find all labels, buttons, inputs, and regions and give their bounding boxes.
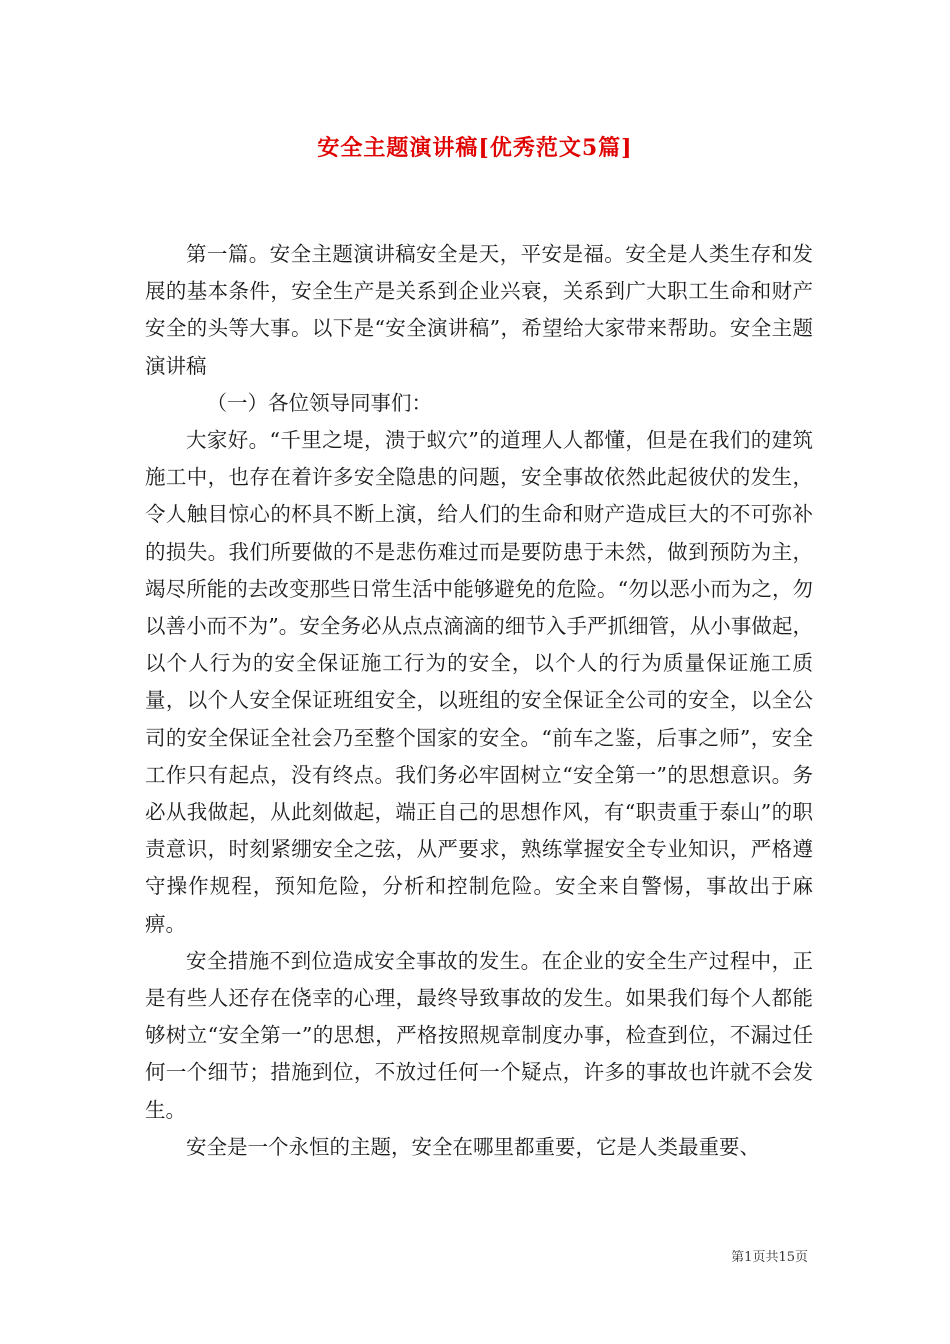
page-number-footer <box>0 1246 808 1265</box>
document-body <box>145 236 813 1166</box>
paragraph-intro: 第一篇。安全主题演讲稿安全是天，平安是福。安全是人类生存和发展的基本条件，安全生产是关系到企业兴衰，关系到广大职工生命和财产安全的头等大事。以下是“安全演讲稿”，希望给大家带来帮助。安全主题演讲稿 <box>145 242 813 378</box>
page-number-label: 第1页共15页 <box>731 1250 808 1265</box>
paragraph-salutation: （一）各位领导同事们： <box>206 390 432 415</box>
paragraph-measures: 安全措施不到位造成安全事故的发生。在企业的安全生产过程中，正是有些人还存在侥幸的心理，最终导致事故的发生。如果我们每个人都能够树立“安全第一”的思想，严格按照规章制度办事，检查到位，不漏过任何一个细节；措施到位，不放过任何一个疑点，许多的事故也许就不会发生。 <box>145 948 813 1122</box>
paragraph-eternal-theme: 安全是一个永恒的主题，安全在哪里都重要，它是人类最重要、 <box>186 1134 760 1159</box>
document-title: 安全主题演讲稿[优秀范文5篇] <box>317 135 633 161</box>
paragraph-main: 大家好。“千里之堤，溃于蚁穴”的道理人人都懂，但是在我们的建筑施工中，也存在着许多安全隐患的问题，安全事故依然此起彼伏的发生，令人触目惊心的杯具不断上演，给人们的生命和财产造成巨大的不可弥补的损失。我们所要做的不是悲伤难过而是要防患于未然，做到预防为主，竭尽所能的去改变那些日常生活中能够避免的危险。“勿以恶小而为之，勿以善小而不为”。安全务必从点点滴滴的细节入手严抓细管，从小事做起，以个人行为的安全保证施工行为的安全，以个人的行为质量保证施工质量，以个人安全保证班组安全，以班组的安全保证全公司的安全，以全公司的安全保证全社会乃至整个国家的安全。“前车之鉴，后事之师”，安全工作只有起点，没有终点。我们务必牢固树立“安全第一”的思想意识。务必从我做起，从此刻做起，端正自己的思想作风，有“职责重于泰山”的职责意识，时刻紧绷安全之弦，从严要求，熟练掌握安全专业知识，严格遵守操作规程，预知危险，分析和控制危险。安全来自警惕，事故出于麻痹。 <box>145 428 813 936</box>
